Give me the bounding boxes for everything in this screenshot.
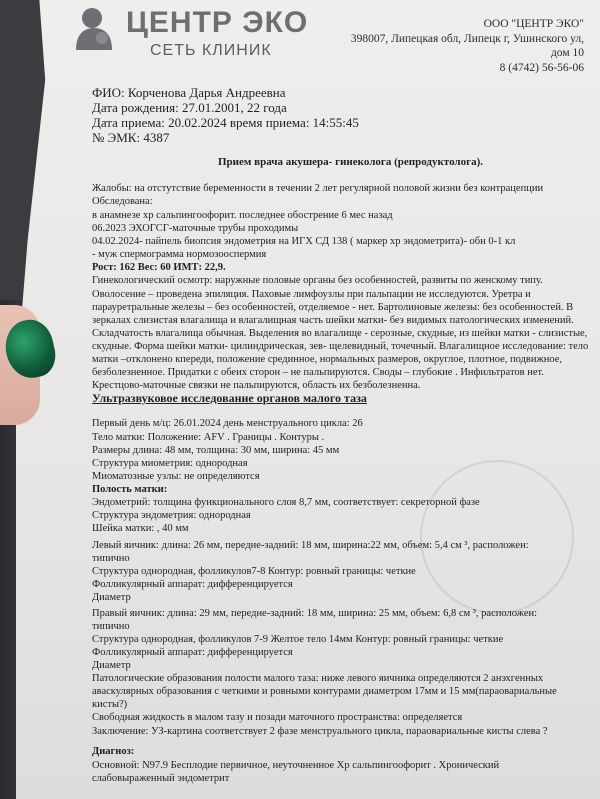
exam-title: Прием врача акушера- гинеколога (репродуктолога).	[218, 156, 484, 168]
org-address-2: дом 10	[550, 47, 584, 59]
visit-date: Дата приема: 20.02.2024 время приема: 14:55:45	[92, 115, 359, 130]
us-line: Заключение: УЗ-картина соответствует 2 фазе менструального цикла, параовариальные кисты слева ?	[92, 726, 548, 737]
logo-title: ЦЕНТР ЭКО	[126, 6, 309, 39]
us-line: Диаметр	[92, 660, 131, 671]
us-line: Структура эндометрия: однородная	[92, 510, 251, 521]
clinic-logo-icon	[72, 6, 116, 52]
exam-line: 04.02.2024- пайпель биопсия эндометрия на ИГХ СД 138 ( маркер хр эндометрита)- обн 0-1 кл	[92, 236, 516, 247]
exam-line: парауретральные железы – без особенностей, отделяемое - нет. Бартолиновые железы: без особенностей. В	[92, 302, 574, 313]
us-line: Первый день м/ц: 26.01.2024 день менструального цикла: 26	[92, 418, 363, 429]
us-line: типично	[92, 553, 130, 564]
exam-line: Оволосение – проведена эпиляция. Паховые лимфоузлы при пальпации не исследуются. Уретра и	[92, 289, 531, 300]
exam-line: скудные. Форма шейки матки- цилиндрическая, зев- щелевидный, точечный. Влагалищное исследование: тело	[92, 341, 589, 352]
us-line: Структура однородная, фолликулов 7-9 Желтое тело 14мм Контур: ровный границы: четкие	[92, 634, 504, 645]
exam-line: в анамнезе хр сальпингоофорит. последнее обострение 6 мес назад	[92, 210, 393, 221]
us-line: типично	[92, 621, 130, 632]
exam-line: Крестцово-маточные связки не пальпируются, область их безболезненна.	[92, 380, 421, 391]
patient-dob: Дата рождения: 27.01.2001, 22 года	[92, 100, 287, 115]
exam-line: Обследована:	[92, 196, 153, 207]
exam-line: 06.2023 ЭХОГСГ-маточные трубы проходимы	[92, 223, 299, 234]
us-line: Полость матки:	[92, 484, 168, 495]
us-line: Диаметр	[92, 592, 131, 603]
us-line: кисты?)	[92, 699, 128, 710]
org-phone: 8 (4742) 56-56-06	[499, 62, 584, 74]
us-line: Миоматозные узлы: не определяются	[92, 471, 260, 482]
faint-stamp	[420, 460, 574, 614]
us-line: Структура миометрия: однородная	[92, 458, 248, 469]
us-line: Структура однородная, фолликулов7-8 Контур: ровный границы: четкие	[92, 566, 416, 577]
us-line: Свободная жидкость в малом тазу и позади маточного пространства: определяется	[92, 712, 463, 723]
us-line: Правый яичник: длина: 29 мм, передне-задний: 18 мм, ширина: 25 мм, объем: 6,8 см ³, расположен:	[92, 608, 538, 619]
us-line: Тело матки: Положение: AFV . Границы . Контуры .	[92, 432, 325, 443]
exam-line: Складчатость влагалища обычная. Выделения во влагалище - серозные, скудные, из шейки матки - слизистые,	[92, 328, 588, 339]
us-line: аваскулярных образования с четкими и ровными контурами диаметром 17мм и 15 мм(параовариальные	[92, 686, 557, 697]
us-line: Фолликулярный аппарат: дифференцируется	[92, 647, 293, 658]
us-line: Шейка матки: , 40 мм	[92, 523, 189, 534]
exam-line: Гинекологический осмотр: наружные половые органы без особенностей, развиты по женскому типу.	[92, 275, 543, 286]
exam-line: безболезненное. Придатки с обеих сторон – не пальпируются. Своды – глубокие . Инфильтратов нет.	[92, 367, 544, 378]
exam-line: матки –отклонено кпереди, положение срединное, нормальных размеров, округлое, плотное, подвижное,	[92, 354, 563, 365]
org-name: ООО "ЦЕНТР ЭКО"	[483, 18, 584, 30]
exam-line: Рост: 162 Вес: 60 ИМТ: 22,9.	[92, 262, 226, 273]
us-line: Левый яичник: длина: 26 мм, передне-задний: 18 мм, ширина:22 мм, объем: 5,4 см ³, расположен:	[92, 540, 529, 551]
us-line: Диагноз:	[92, 746, 135, 757]
exam-line: зеркалах слизистая влагалища и влагалищная часть шейки матки- без видимых патологических изменений.	[92, 315, 574, 326]
emk-number: № ЭМК: 4387	[92, 130, 170, 145]
logo-subtitle: СЕТЬ КЛИНИК	[150, 42, 272, 59]
patient-fio: ФИО: Корченова Дарья Андреевна	[92, 85, 286, 100]
us-line: Размеры длина: 48 мм, толщина: 30 мм, ширина: 45 мм	[92, 445, 340, 456]
us-line: Фолликулярный аппарат: дифференцируется	[92, 579, 293, 590]
org-address-1: 398007, Липецкая обл, Липецк г, Ушинского ул,	[350, 33, 584, 45]
us-line: Патологические образования полости малого таза: ниже левого яичника определяются 2 анэхгенных	[92, 673, 544, 684]
exam-line: Жалобы: на отстутствие беременности в течении 2 лет регулярной половой жизни без контрацепции	[92, 183, 544, 194]
ultrasound-title: Ультразвуковое исследование органов малого таза	[92, 391, 367, 405]
us-line: Эндометрий: толщина функционального слоя 8,7 мм, соответствует: секреторной фазе	[92, 497, 480, 508]
us-line: Основной: N97.9 Бесплодие первичное, неуточненное Хр сальпингоофорит . Хронический	[92, 760, 500, 771]
exam-line: - муж спермограмма нормозооспермия	[92, 249, 267, 260]
us-line: слабовыраженный эндометрит	[92, 773, 230, 784]
